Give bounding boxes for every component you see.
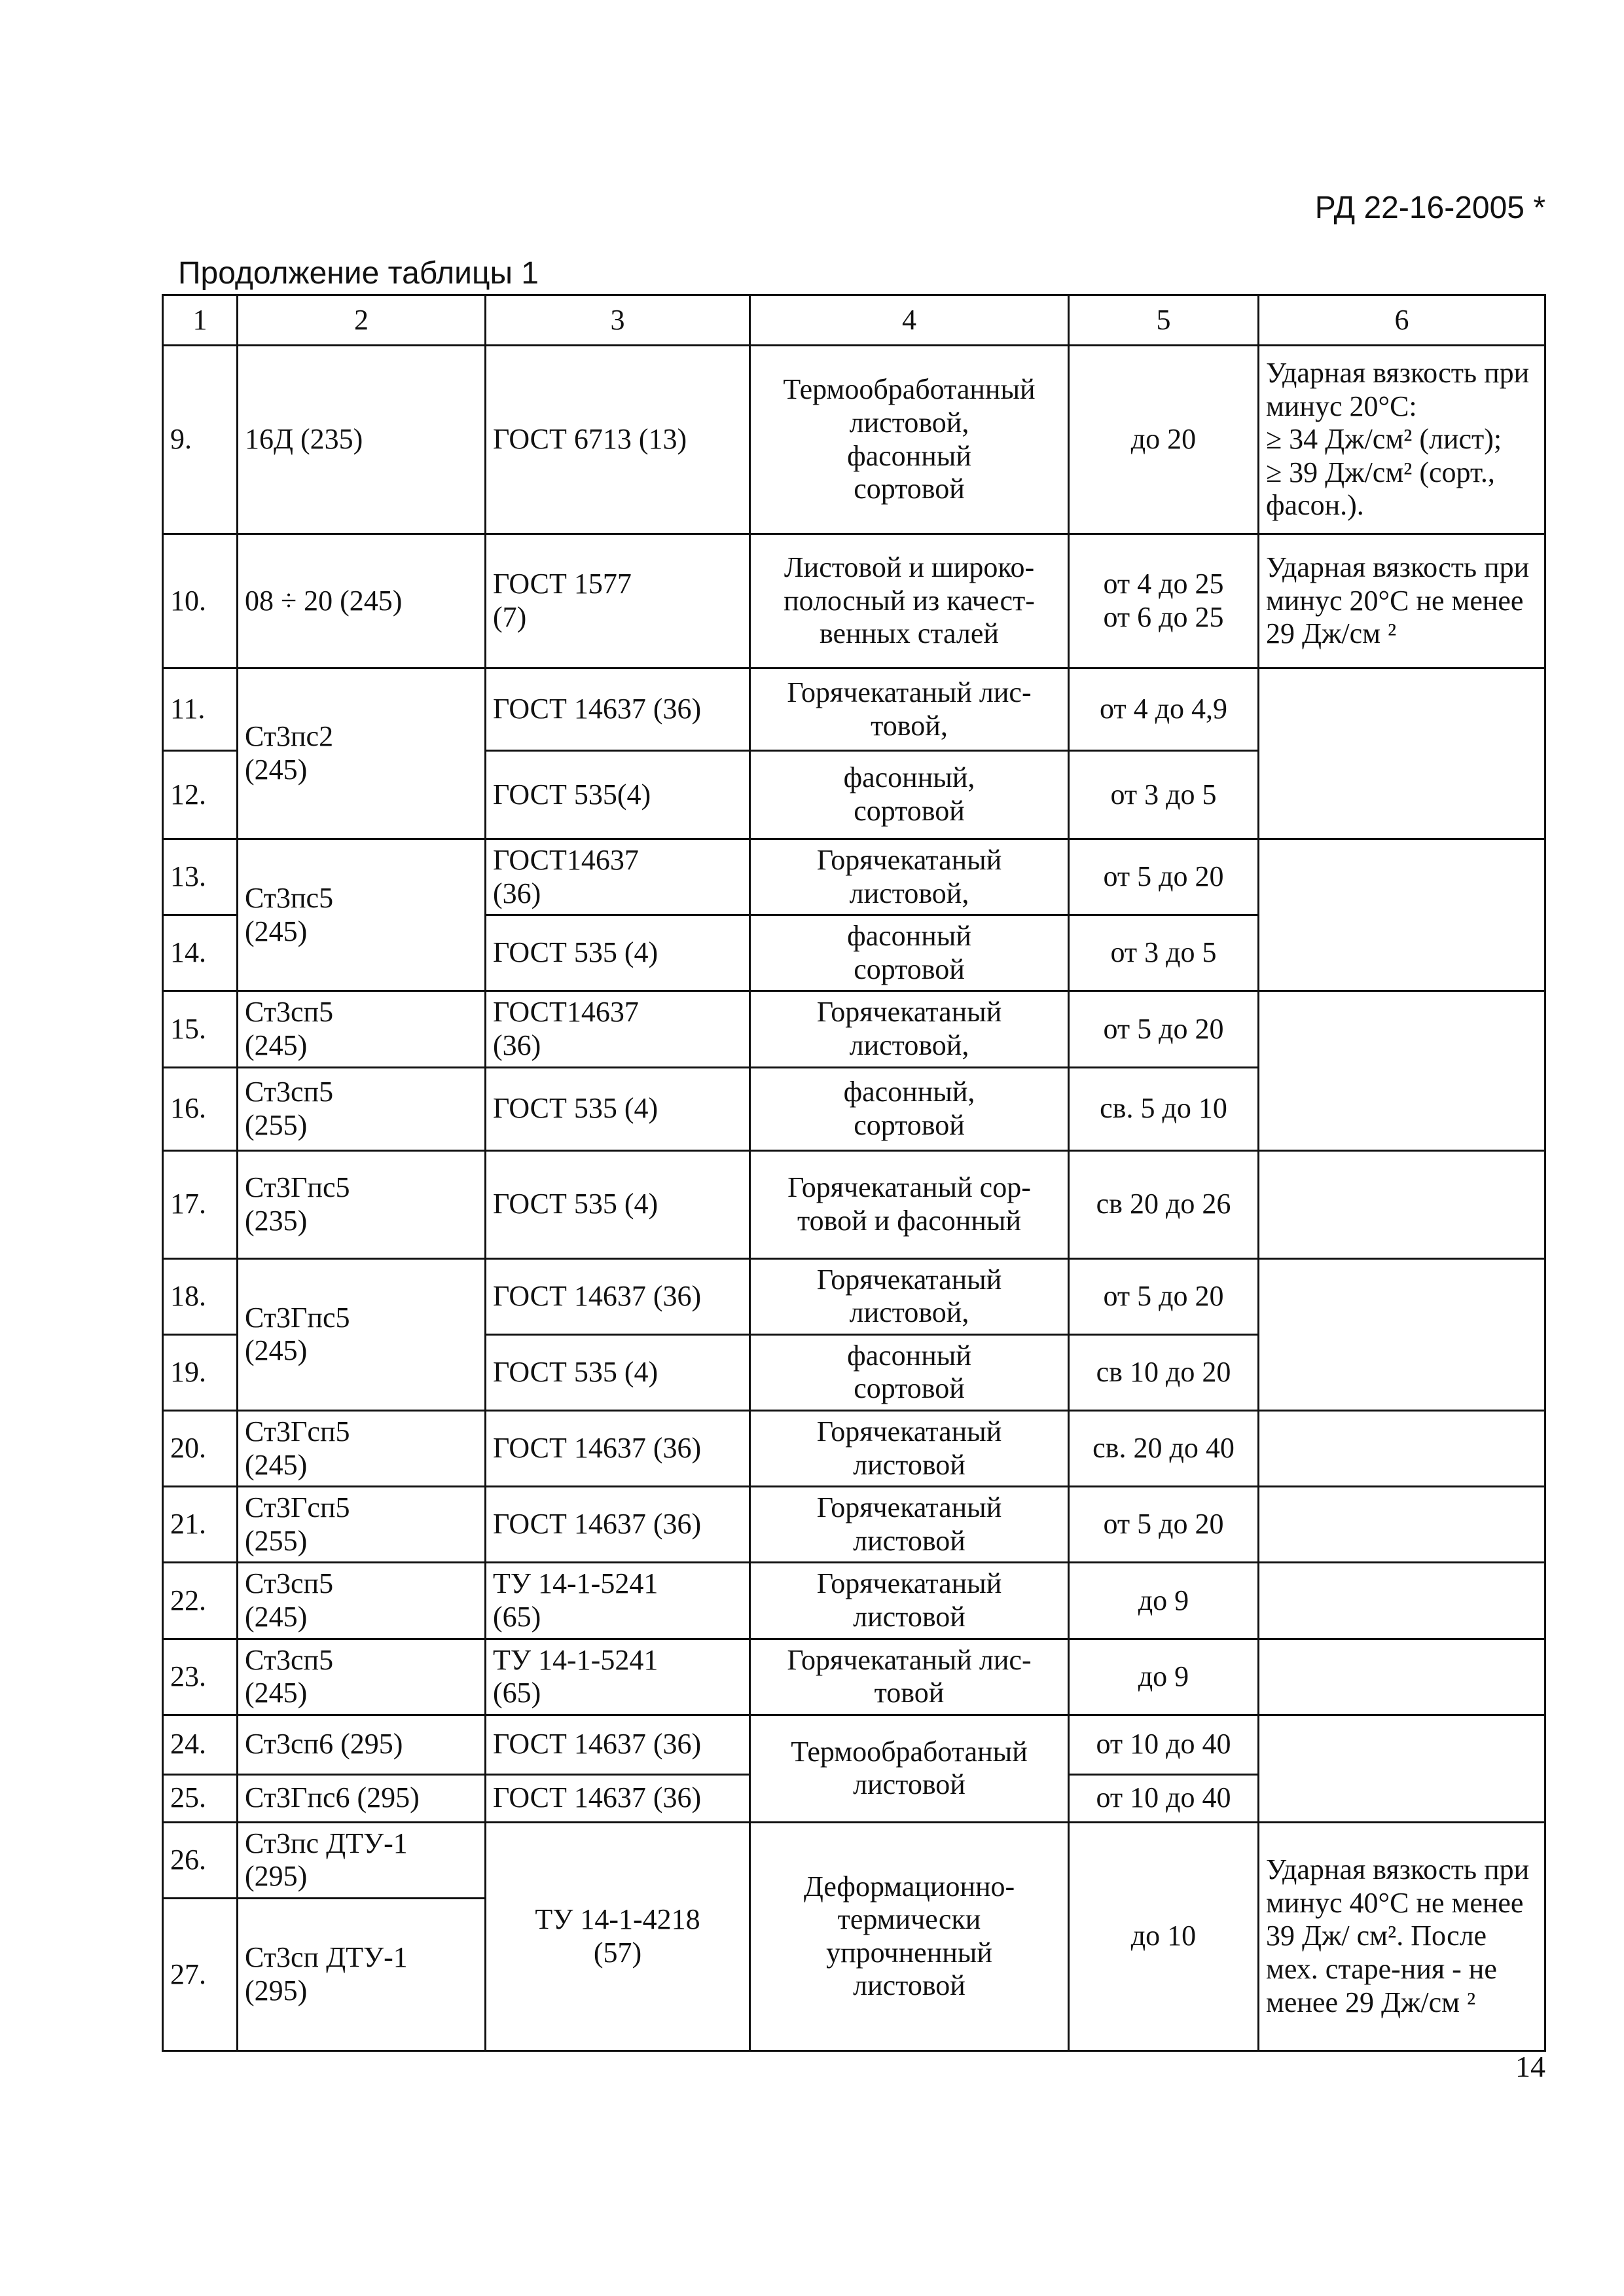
standard: ТУ 14-1-5241 (65)	[486, 1563, 750, 1639]
table-row	[163, 1639, 1545, 1715]
steel-grade: Ст3сп ДТУ-1 (295)	[238, 1898, 486, 2050]
notes: Ударная вязкость при минус 20°С: ≥ 34 Дж/см² (лист); ≥ 39 Дж/см² (сорт., фасон.).	[1259, 346, 1545, 534]
notes	[1259, 1258, 1545, 1410]
row-number: 16.	[163, 1067, 238, 1150]
thickness: св 10 до 20	[1069, 1334, 1259, 1410]
product-type: Горячекатаный сор- товой и фасонный	[750, 1150, 1069, 1258]
column-header: 4	[750, 295, 1069, 346]
row-number: 23.	[163, 1639, 238, 1715]
column-header: 6	[1259, 295, 1545, 346]
standard: ГОСТ 535 (4)	[486, 915, 750, 991]
notes	[1259, 1715, 1545, 1822]
standard: ГОСТ 14637 (36)	[486, 1774, 750, 1822]
table-row	[163, 839, 1545, 915]
column-header: 1	[163, 295, 238, 346]
row-number: 20.	[163, 1410, 238, 1486]
notes	[1259, 1639, 1545, 1715]
notes	[1259, 839, 1545, 991]
row-number: 17.	[163, 1150, 238, 1258]
product-type: фасонный сортовой	[750, 1334, 1069, 1410]
table-row	[163, 991, 1545, 1067]
standard: ГОСТ 535 (4)	[486, 1067, 750, 1150]
steel-grade: Ст3пс2 (245)	[238, 668, 486, 839]
thickness: до 20	[1069, 346, 1259, 534]
steel-grade: Ст3сп5 (255)	[238, 1067, 486, 1150]
column-header: 3	[486, 295, 750, 346]
thickness: от 5 до 20	[1069, 991, 1259, 1067]
steel-grade: Ст3пс5 (245)	[238, 839, 486, 991]
steel-grade: 08 ÷ 20 (245)	[238, 534, 486, 668]
standard: ГОСТ 535 (4)	[486, 1150, 750, 1258]
row-number: 15.	[163, 991, 238, 1067]
product-type: Горячекатаный листовой,	[750, 1258, 1069, 1334]
row-number: 9.	[163, 346, 238, 534]
thickness: до 10	[1069, 1822, 1259, 2050]
thickness: до 9	[1069, 1639, 1259, 1715]
row-number: 24.	[163, 1715, 238, 1774]
product-type: Горячекатаный листовой,	[750, 839, 1069, 915]
product-type: Горячекатаный листовой	[750, 1487, 1069, 1563]
steel-grade: Ст3Гпс5 (235)	[238, 1150, 486, 1258]
steel-grade: Ст3Гсп5 (245)	[238, 1410, 486, 1486]
table-row	[163, 346, 1545, 534]
standard: ГОСТ 535 (4)	[486, 1334, 750, 1410]
column-header: 5	[1069, 295, 1259, 346]
row-number: 26.	[163, 1822, 238, 1898]
column-header: 2	[238, 295, 486, 346]
thickness: от 3 до 5	[1069, 751, 1259, 839]
thickness: от 4 до 25 от 6 до 25	[1069, 534, 1259, 668]
product-type: Деформационно- термически упрочненный листовой	[750, 1822, 1069, 2050]
row-number: 11.	[163, 668, 238, 751]
thickness: св. 20 до 40	[1069, 1410, 1259, 1486]
product-type: Горячекатаный лис- товой,	[750, 668, 1069, 751]
standard: ГОСТ 1577 (7)	[486, 534, 750, 668]
table-row	[163, 1487, 1545, 1563]
row-number: 10.	[163, 534, 238, 668]
row-number: 22.	[163, 1563, 238, 1639]
notes	[1259, 991, 1545, 1150]
product-type: Горячекатаный лис- товой	[750, 1639, 1069, 1715]
steel-grade: Ст3Гпс5 (245)	[238, 1258, 486, 1410]
standard: ГОСТ 14637 (36)	[486, 668, 750, 751]
product-type: Термообработанный листовой, фасонный сортовой	[750, 346, 1069, 534]
table-header-row	[163, 295, 1545, 346]
product-type: Термообработаный листовой	[750, 1715, 1069, 1822]
row-number: 21.	[163, 1487, 238, 1563]
table-row	[163, 534, 1545, 668]
standard: ГОСТ 14637 (36)	[486, 1715, 750, 1774]
thickness: св 20 до 26	[1069, 1150, 1259, 1258]
document-code: РД 22-16-2005 *	[1314, 191, 1545, 225]
standard: ГОСТ 14637 (36)	[486, 1410, 750, 1486]
row-number: 13.	[163, 839, 238, 915]
product-type: Горячекатаный листовой,	[750, 991, 1069, 1067]
materials-table	[162, 294, 1546, 2052]
thickness: от 3 до 5	[1069, 915, 1259, 991]
product-type: фасонный, сортовой	[750, 1067, 1069, 1150]
table-row	[163, 1410, 1545, 1486]
table-row	[163, 668, 1545, 751]
thickness: от 5 до 20	[1069, 839, 1259, 915]
steel-grade: Ст3Гпс6 (295)	[238, 1774, 486, 1822]
table-caption: Продолжение таблицы 1	[178, 256, 539, 291]
page-number: 14	[1515, 2050, 1545, 2083]
product-type: фасонный, сортовой	[750, 751, 1069, 839]
notes	[1259, 1410, 1545, 1486]
standard: ТУ 14-1-5241 (65)	[486, 1639, 750, 1715]
standard: ГОСТ14637 (36)	[486, 991, 750, 1067]
standard: ГОСТ14637 (36)	[486, 839, 750, 915]
notes: Ударная вязкость при минус 40°С не менее 39 Дж/ см². После мех. старе-ния - не менее 29 Дж/см ²	[1259, 1822, 1545, 2050]
notes	[1259, 1563, 1545, 1639]
thickness: от 10 до 40	[1069, 1715, 1259, 1774]
steel-grade: 16Д (235)	[238, 346, 486, 534]
table-row	[163, 1822, 1545, 1898]
table-row	[163, 1563, 1545, 1639]
table-row	[163, 1715, 1545, 1774]
table-row	[163, 1150, 1545, 1258]
steel-grade: Ст3сп5 (245)	[238, 1639, 486, 1715]
thickness: от 5 до 20	[1069, 1487, 1259, 1563]
row-number: 12.	[163, 751, 238, 839]
product-type: фасонный сортовой	[750, 915, 1069, 991]
standard: ГОСТ 14637 (36)	[486, 1258, 750, 1334]
thickness: от 4 до 4,9	[1069, 668, 1259, 751]
thickness: св. 5 до 10	[1069, 1067, 1259, 1150]
standard: ТУ 14-1-4218 (57)	[486, 1822, 750, 2050]
notes	[1259, 1487, 1545, 1563]
steel-grade: Ст3сп5 (245)	[238, 991, 486, 1067]
steel-grade: Ст3сп6 (295)	[238, 1715, 486, 1774]
steel-grade: Ст3пс ДТУ-1 (295)	[238, 1822, 486, 1898]
thickness: от 10 до 40	[1069, 1774, 1259, 1822]
product-type: Горячекатаный листовой	[750, 1563, 1069, 1639]
row-number: 25.	[163, 1774, 238, 1822]
row-number: 27.	[163, 1898, 238, 2050]
standard: ГОСТ 6713 (13)	[486, 346, 750, 534]
thickness: от 5 до 20	[1069, 1258, 1259, 1334]
steel-grade: Ст3сп5 (245)	[238, 1563, 486, 1639]
notes: Ударная вязкость при минус 20°С не менее 29 Дж/см ²	[1259, 534, 1545, 668]
standard: ГОСТ 14637 (36)	[486, 1487, 750, 1563]
row-number: 19.	[163, 1334, 238, 1410]
thickness: до 9	[1069, 1563, 1259, 1639]
notes	[1259, 668, 1545, 839]
notes	[1259, 1150, 1545, 1258]
product-type: Листовой и широко- полосный из качест- венных сталей	[750, 534, 1069, 668]
row-number: 14.	[163, 915, 238, 991]
row-number: 18.	[163, 1258, 238, 1334]
table-row	[163, 1258, 1545, 1334]
steel-grade: Ст3Гсп5 (255)	[238, 1487, 486, 1563]
standard: ГОСТ 535(4)	[486, 751, 750, 839]
product-type: Горячекатаный листовой	[750, 1410, 1069, 1486]
